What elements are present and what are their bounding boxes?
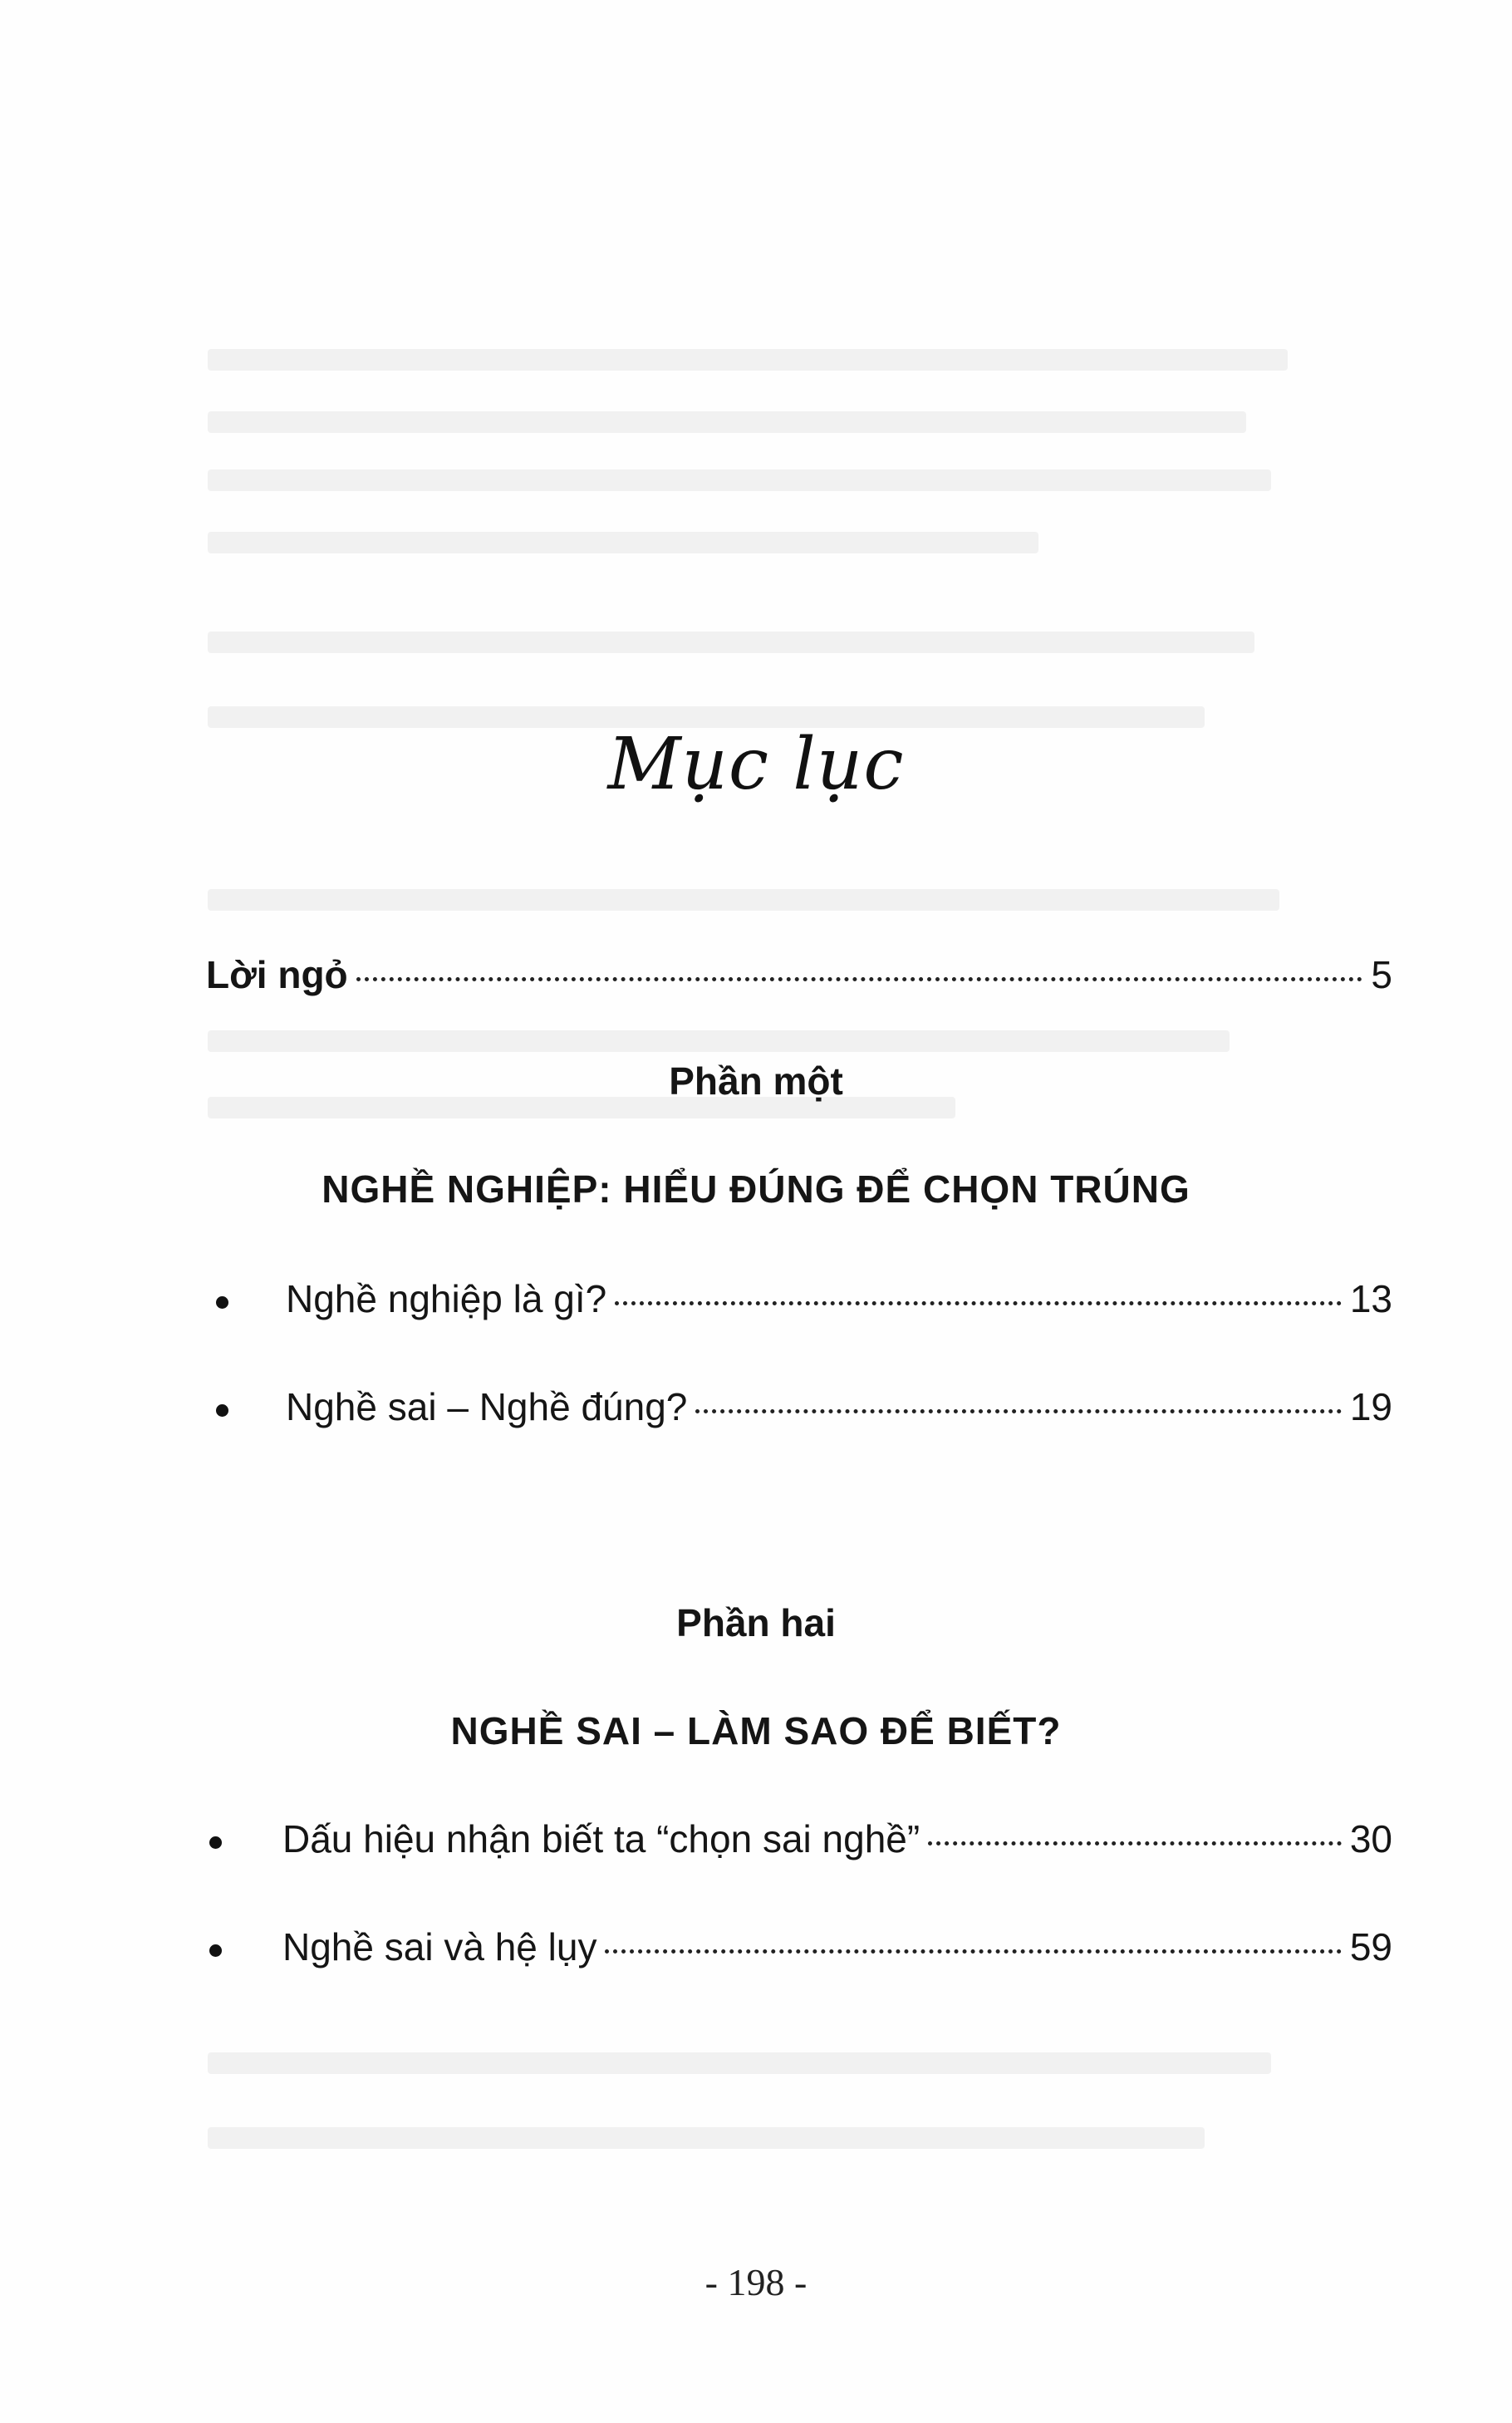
dot-leader	[605, 1949, 1341, 1954]
bleed-through-line	[208, 349, 1288, 371]
toc-entry[interactable]	[282, 1924, 1392, 1969]
bullet-icon	[216, 1404, 228, 1417]
dot-leader	[695, 1409, 1341, 1413]
toc-entry-page: 30	[1349, 1817, 1392, 1860]
bullet-icon	[216, 1296, 228, 1309]
page-title: Mục lục	[607, 723, 905, 806]
toc-entry-label: Nghề sai và hệ lụy	[282, 1925, 597, 1968]
toc-entry-page: 19	[1349, 1385, 1392, 1428]
page-number: - 198 -	[704, 2261, 808, 2303]
bleed-through-line	[208, 532, 1038, 553]
toc-entry[interactable]	[282, 1816, 1392, 1861]
part-two-heading: NGHỀ SAI – LÀM SAO ĐỂ BIẾT?	[450, 1709, 1062, 1752]
bleed-through-line	[208, 411, 1246, 433]
toc-entry[interactable]	[286, 1384, 1392, 1429]
dot-leader	[928, 1841, 1342, 1846]
bullet-icon	[209, 1836, 222, 1849]
toc-entry-label: Nghề sai – Nghề đúng?	[286, 1385, 688, 1428]
bleed-through-line	[208, 469, 1271, 491]
part-one-heading: NGHỀ NGHIỆP: HIỂU ĐÚNG ĐỂ CHỌN TRÚNG	[322, 1167, 1190, 1211]
toc-entry-label: Nghề nghiệp là gì?	[286, 1277, 607, 1320]
bleed-through-line	[208, 889, 1279, 911]
toc-entry-intro[interactable]	[206, 952, 1392, 997]
toc-entry-label: Dấu hiệu nhận biết ta “chọn sai nghề”	[282, 1817, 920, 1860]
toc-entry-page: 13	[1349, 1277, 1392, 1320]
dot-leader	[615, 1301, 1342, 1305]
bleed-through-line	[208, 1030, 1230, 1052]
toc-entry-page: 59	[1349, 1925, 1392, 1968]
bleed-through-line	[208, 2127, 1205, 2149]
toc-entry-page: 5	[1371, 953, 1392, 996]
part-one-label: Phần một	[669, 1059, 843, 1103]
toc-entry-label: Lời ngỏ	[206, 953, 348, 996]
bleed-through-line	[208, 632, 1254, 653]
toc-entry[interactable]	[286, 1276, 1392, 1321]
bullet-icon	[209, 1944, 222, 1957]
part-two-label: Phần hai	[676, 1601, 836, 1644]
bleed-through-line	[208, 2052, 1271, 2074]
dot-leader	[356, 977, 1363, 981]
